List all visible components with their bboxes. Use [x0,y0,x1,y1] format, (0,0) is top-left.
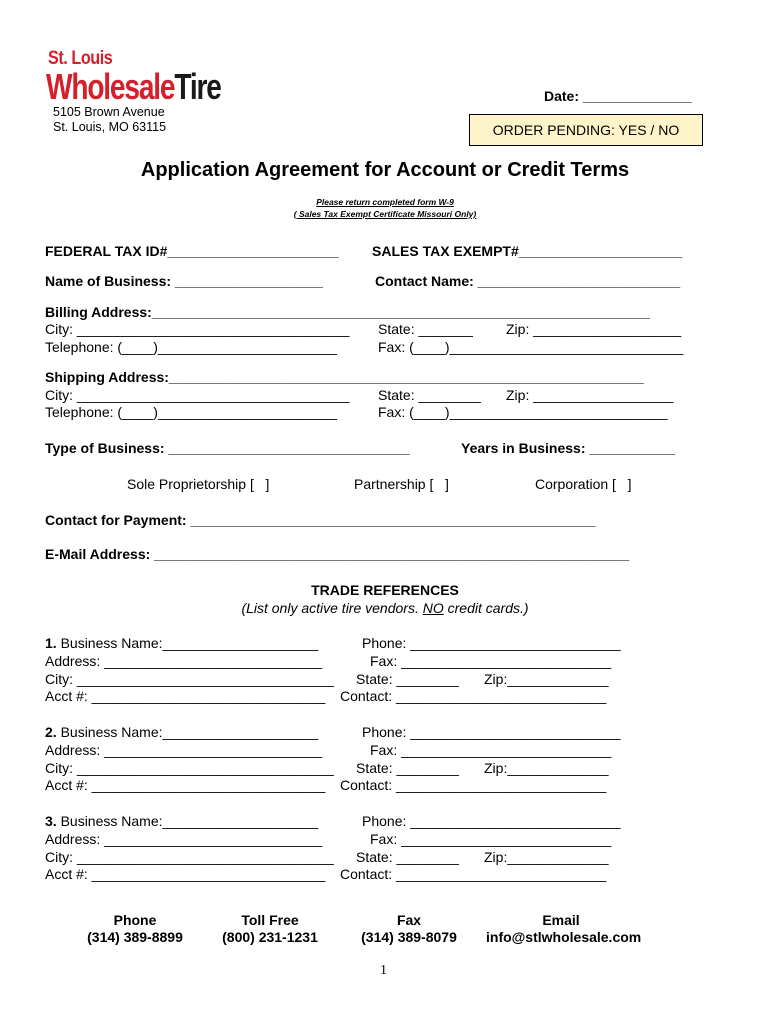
ref-2-zip[interactable]: Zip:_____________ [484,760,609,776]
billing-telephone-field[interactable]: Telephone: (____)_______________________ [45,339,337,355]
shipping-city-field[interactable]: City: ___________________________________ [45,387,350,403]
email-address-field[interactable]: E-Mail Address: _____________________________________________________________ [45,546,630,562]
footer-tollfree-value: (800) 231-1231 [222,929,318,945]
ref-3-number: 3. [45,813,57,829]
trade-references-subheading [0,600,770,616]
ref-1-fax[interactable]: Fax: ___________________________ [370,653,612,669]
ref-1-state[interactable]: State: ________ [356,671,459,687]
page-number: 1 [380,963,387,978]
billing-address-field[interactable]: Billing Address:________________________________________________________________ [45,304,651,320]
shipping-zip-field[interactable]: Zip: __________________ [506,387,674,403]
shipping-address-field[interactable]: Shipping Address:_____________________________________________________________ [45,369,644,385]
footer-email-value: info@stlwholesale.com [486,929,642,945]
logo-tire-text: Tire [174,66,221,107]
federal-tax-id-field[interactable]: FEDERAL TAX ID#______________________ [45,243,339,259]
shipping-fax-field[interactable]: Fax: (____)____________________________ [378,404,668,420]
ref-1-city[interactable]: City: _________________________________ [45,671,334,687]
sole-proprietorship-checkbox[interactable]: Sole Proprietorship [ ] [127,476,270,492]
footer-email [486,912,642,946]
sales-tax-exempt-field[interactable]: SALES TAX EXEMPT#_____________________ [372,243,683,259]
partnership-checkbox[interactable]: Partnership [ ] [354,476,449,492]
footer-email-label: Email [542,912,580,928]
ref-1-number: 1. [45,635,57,651]
ref-2-state[interactable]: State: ________ [356,760,459,776]
ref-3-zip[interactable]: Zip:_____________ [484,849,609,865]
billing-city-field[interactable]: City: ___________________________________ [45,321,350,337]
type-of-business-field[interactable]: Type of Business: _______________________________ [45,440,410,456]
ref-3-phone[interactable]: Phone: ___________________________ [362,813,621,829]
contact-for-payment-field[interactable]: Contact for Payment: ____________________________________________________ [45,512,596,528]
address-line-1: 5105 Brown Avenue [53,105,165,119]
footer-fax-value: (314) 389-8079 [361,929,457,945]
trade-references-heading: TRADE REFERENCES [311,582,459,598]
shipping-telephone-field[interactable]: Telephone: (____)_______________________ [45,404,337,420]
ref-2-phone[interactable]: Phone: ___________________________ [362,724,621,740]
ref-3-business-text: Business Name:____________________ [56,813,319,829]
ref-1-zip[interactable]: Zip:_____________ [484,671,609,687]
ref-2-business-name[interactable] [45,725,318,739]
trade-sub-no: NO [422,600,444,616]
footer-phone-label: Phone [113,912,157,928]
ref-1-phone[interactable]: Phone: ___________________________ [362,635,621,651]
ref-1-acct[interactable]: Acct #: ______________________________ [45,688,326,704]
order-pending-box[interactable] [469,114,703,146]
ref-3-fax[interactable]: Fax: ___________________________ [370,831,612,847]
ref-3-contact[interactable]: Contact: ___________________________ [340,866,607,882]
billing-fax-field[interactable]: Fax: (____)______________________________ [378,339,684,355]
ref-2-address[interactable]: Address: ____________________________ [45,742,323,758]
ref-3-business-name[interactable] [45,814,318,828]
ref-2-city[interactable]: City: _________________________________ [45,760,334,776]
logo-wholesale-text: Wholesale [46,66,175,107]
corporation-checkbox[interactable]: Corporation [ ] [535,476,632,492]
page-title: Application Agreement for Account or Credit Terms [140,159,630,181]
ref-2-contact[interactable]: Contact: ___________________________ [340,777,607,793]
address-line-2: St. Louis, MO 63115 [53,120,167,134]
note-w9: Please return completed form W-9 [316,197,454,207]
business-name-field[interactable]: Name of Business: ___________________ [45,273,323,289]
footer-phone-value: (314) 389-8899 [87,929,183,945]
ref-3-address[interactable]: Address: ____________________________ [45,831,323,847]
ref-1-business-name[interactable] [45,636,318,650]
years-in-business-field[interactable]: Years in Business: ___________ [461,440,676,456]
company-logo [46,66,221,108]
trade-sub-a: (List only active tire vendors. [241,600,423,616]
ref-1-address[interactable]: Address: ____________________________ [45,653,323,669]
date-field[interactable]: Date: ______________ [544,88,692,104]
ref-2-business-text: Business Name:____________________ [56,724,319,740]
note-sales-tax: ( Sales Tax Exempt Certificate Missouri Only) [293,209,477,219]
ref-2-number: 2. [45,724,57,740]
footer-tollfree-label: Toll Free [241,912,299,928]
ref-1-business-text: Business Name:____________________ [56,635,319,651]
logo-top-text: St. Louis [48,48,113,69]
ref-3-acct[interactable]: Acct #: ______________________________ [45,866,326,882]
trade-sub-b: credit cards.) [443,600,529,616]
ref-2-acct[interactable]: Acct #: ______________________________ [45,777,326,793]
ref-2-fax[interactable]: Fax: ___________________________ [370,742,612,758]
shipping-state-field[interactable]: State: ________ [378,387,481,403]
ref-1-contact[interactable]: Contact: ___________________________ [340,688,607,704]
contact-name-field[interactable]: Contact Name: __________________________ [375,273,681,289]
footer-tollfree [210,912,330,946]
ref-3-state[interactable]: State: ________ [356,849,459,865]
order-pending-text: ORDER PENDING: YES / NO [492,122,680,138]
footer-fax-label: Fax [396,912,422,928]
footer-fax [349,912,469,946]
billing-state-field[interactable]: State: _______ [378,321,473,337]
billing-zip-field[interactable]: Zip: ___________________ [506,321,682,337]
ref-3-city[interactable]: City: _________________________________ [45,849,334,865]
footer-phone [75,912,195,946]
